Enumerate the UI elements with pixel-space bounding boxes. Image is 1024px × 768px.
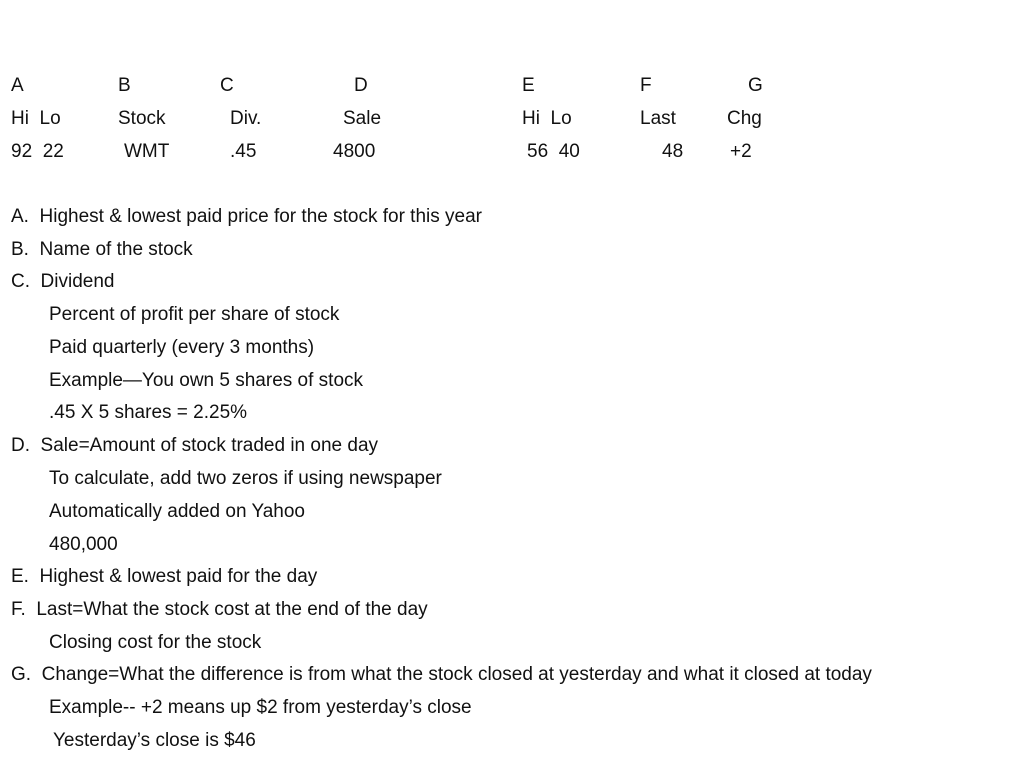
value-hi-lo-day: 56 40 [527, 141, 580, 162]
note-d-detail: To calculate, add two zeros if using newspaper [49, 468, 442, 489]
note-c: C. Dividend [11, 271, 115, 292]
column-letter-c: C [220, 75, 234, 96]
value-hi-lo-year: 92 22 [11, 141, 64, 162]
note-g-detail: Yesterday’s close is $46 [53, 730, 256, 751]
note-e: E. Highest & lowest paid for the day [11, 566, 318, 587]
header-sale: Sale [343, 108, 382, 129]
note-d-detail: 480,000 [49, 534, 118, 555]
value-div: .45 [230, 141, 257, 162]
column-letter-g: G [748, 75, 763, 96]
column-letter-d: D [354, 75, 368, 96]
note-g: G. Change=What the difference is from what the stock closed at yesterday and what it closed at today [11, 664, 872, 685]
header-hi-lo-day: Hi Lo [522, 108, 572, 129]
note-c-detail: Example—You own 5 shares of stock [49, 370, 364, 391]
note-a: A. Highest & lowest paid price for the stock for this year [11, 206, 482, 227]
header-chg: Chg [727, 108, 762, 129]
header-hi-lo-year: Hi Lo [11, 108, 61, 129]
note-d: D. Sale=Amount of stock traded in one day [11, 435, 379, 456]
column-letter-f: F [640, 75, 652, 96]
note-f-detail: Closing cost for the stock [49, 632, 262, 653]
value-chg: +2 [730, 141, 752, 162]
note-b: B. Name of the stock [11, 239, 193, 260]
note-f: F. Last=What the stock cost at the end of the day [11, 599, 428, 620]
note-g-detail: Example-- +2 means up $2 from yesterday’s close [49, 697, 472, 718]
column-letter-b: B [118, 75, 131, 96]
column-letter-e: E [522, 75, 535, 96]
header-div: Div. [230, 108, 262, 129]
value-last: 48 [662, 141, 684, 162]
note-c-detail: .45 X 5 shares = 2.25% [49, 402, 248, 423]
header-last: Last [640, 108, 676, 129]
note-c-detail: Paid quarterly (every 3 months) [49, 337, 315, 358]
note-d-detail: Automatically added on Yahoo [49, 501, 305, 522]
header-stock: Stock [118, 108, 166, 129]
note-c-detail: Percent of profit per share of stock [49, 304, 340, 325]
value-sale: 4800 [333, 141, 376, 162]
value-stock: WMT [124, 141, 170, 162]
column-letter-a: A [11, 75, 24, 96]
